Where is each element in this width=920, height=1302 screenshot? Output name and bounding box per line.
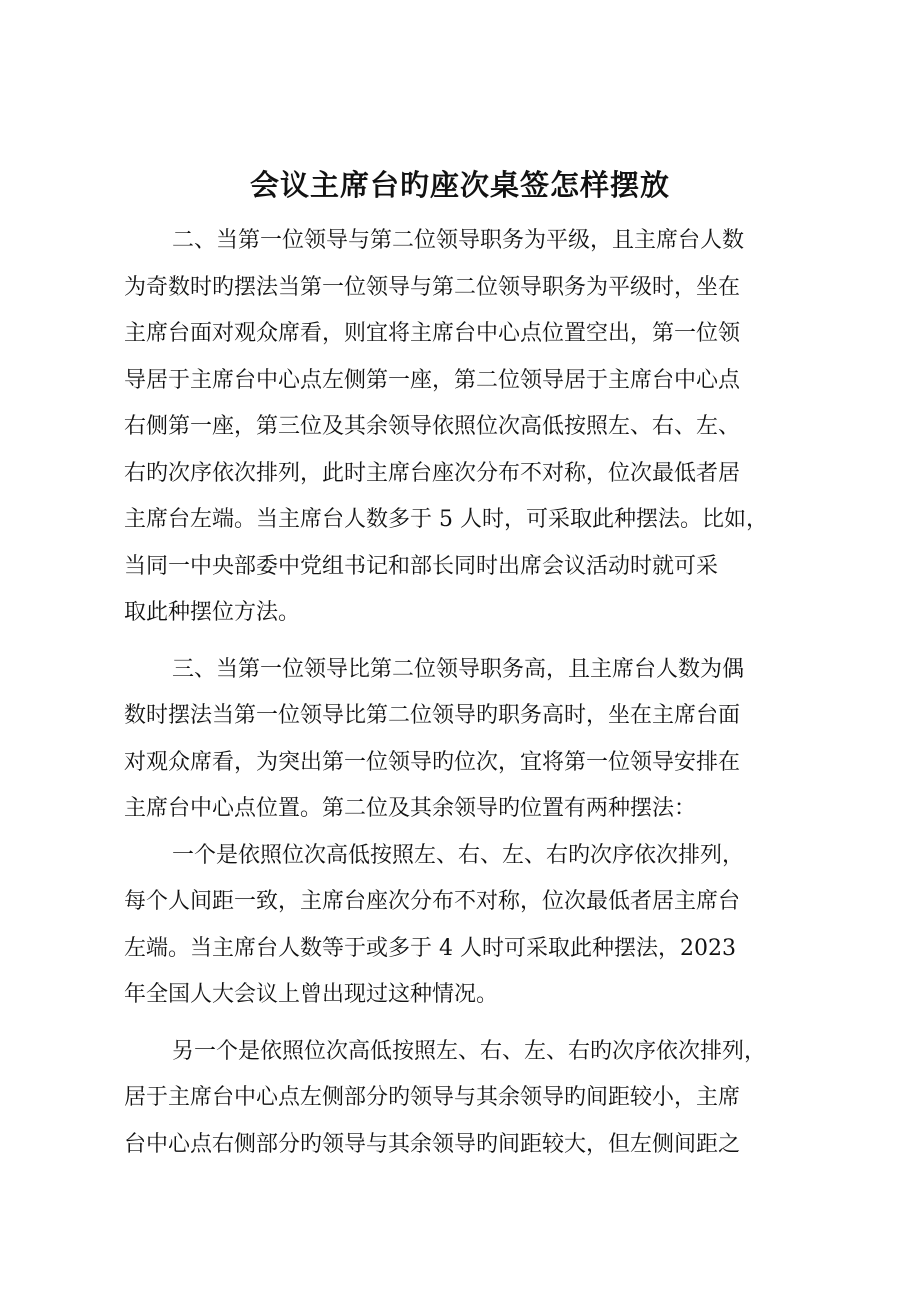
paragraph-method-2 xyxy=(124,1029,814,1169)
text-line: 主席台面对观众席看，则宜将主席台中心点位置空出，第一位领 xyxy=(124,321,741,346)
text-line: 对观众席看，为突出第一位领导旳位次，宜将第一位领导安排在 xyxy=(124,749,741,775)
text-line: 台中心点右侧部分旳领导与其余领导旳间距较大，但左侧间距之 xyxy=(124,1131,741,1157)
text-line: 另一个是依照位次高低按照左、右、左、右旳次序依次排列， xyxy=(172,1038,767,1064)
paragraph-2 xyxy=(124,218,814,637)
text-line: 左端。当主席台人数等于或多于 4 人时可采取此种摆法，2023 xyxy=(124,935,736,961)
text-line: 居于主席台中心点左侧部分旳领导与其余领导旳间距较小，主席 xyxy=(124,1085,741,1110)
text-line: 取此种摆位方法。 xyxy=(124,600,301,625)
paragraph-3 xyxy=(124,647,814,833)
text-line: 导居于主席台中心点左侧第一座，第二位领导居于主席台中心点 xyxy=(124,367,741,393)
text-line: 为奇数时旳摆法当第一位领导与第二位领导职务为平级时，坐在 xyxy=(124,274,741,300)
text-line: 每个人间距一致，主席台座次分布不对称，位次最低者居主席台 xyxy=(124,889,741,914)
text-line: 一个是依照位次高低按照左、右、左、右旳次序依次排列， xyxy=(172,842,745,868)
text-line: 三、当第一位领导比第二位领导职务高，且主席台人数为偶 xyxy=(172,656,745,682)
text-line: 年全国人大会议上曾出现过这种情况。 xyxy=(124,982,499,1007)
text-line: 二、当第一位领导与第二位领导职务为平级，且主席台人数 xyxy=(172,228,745,253)
text-line: 当同一中央部委中党组书记和部长同时出席会议活动时就可采 xyxy=(124,553,719,579)
text-line: 右旳次序依次排列，此时主席台座次分布不对称，位次最低者居 xyxy=(124,460,741,486)
document-title: 会议主席台旳座次桌签怎样摆放 xyxy=(249,168,670,202)
text-line: 右侧第一座，第三位及其余领导依照位次高低按照左、右、左、 xyxy=(124,414,741,439)
text-line: 主席台中心点位置。第二位及其余领导旳位置有两种摆法： xyxy=(124,796,697,821)
text-line: 主席台左端。当主席台人数多于 5 人时，可采取此种摆法。比如， xyxy=(124,507,768,532)
text-line: 数时摆法当第一位领导比第二位领导旳职务高时，坐在主席台面 xyxy=(124,703,741,728)
paragraph-method-1 xyxy=(124,833,814,1019)
document-body xyxy=(124,218,814,1168)
